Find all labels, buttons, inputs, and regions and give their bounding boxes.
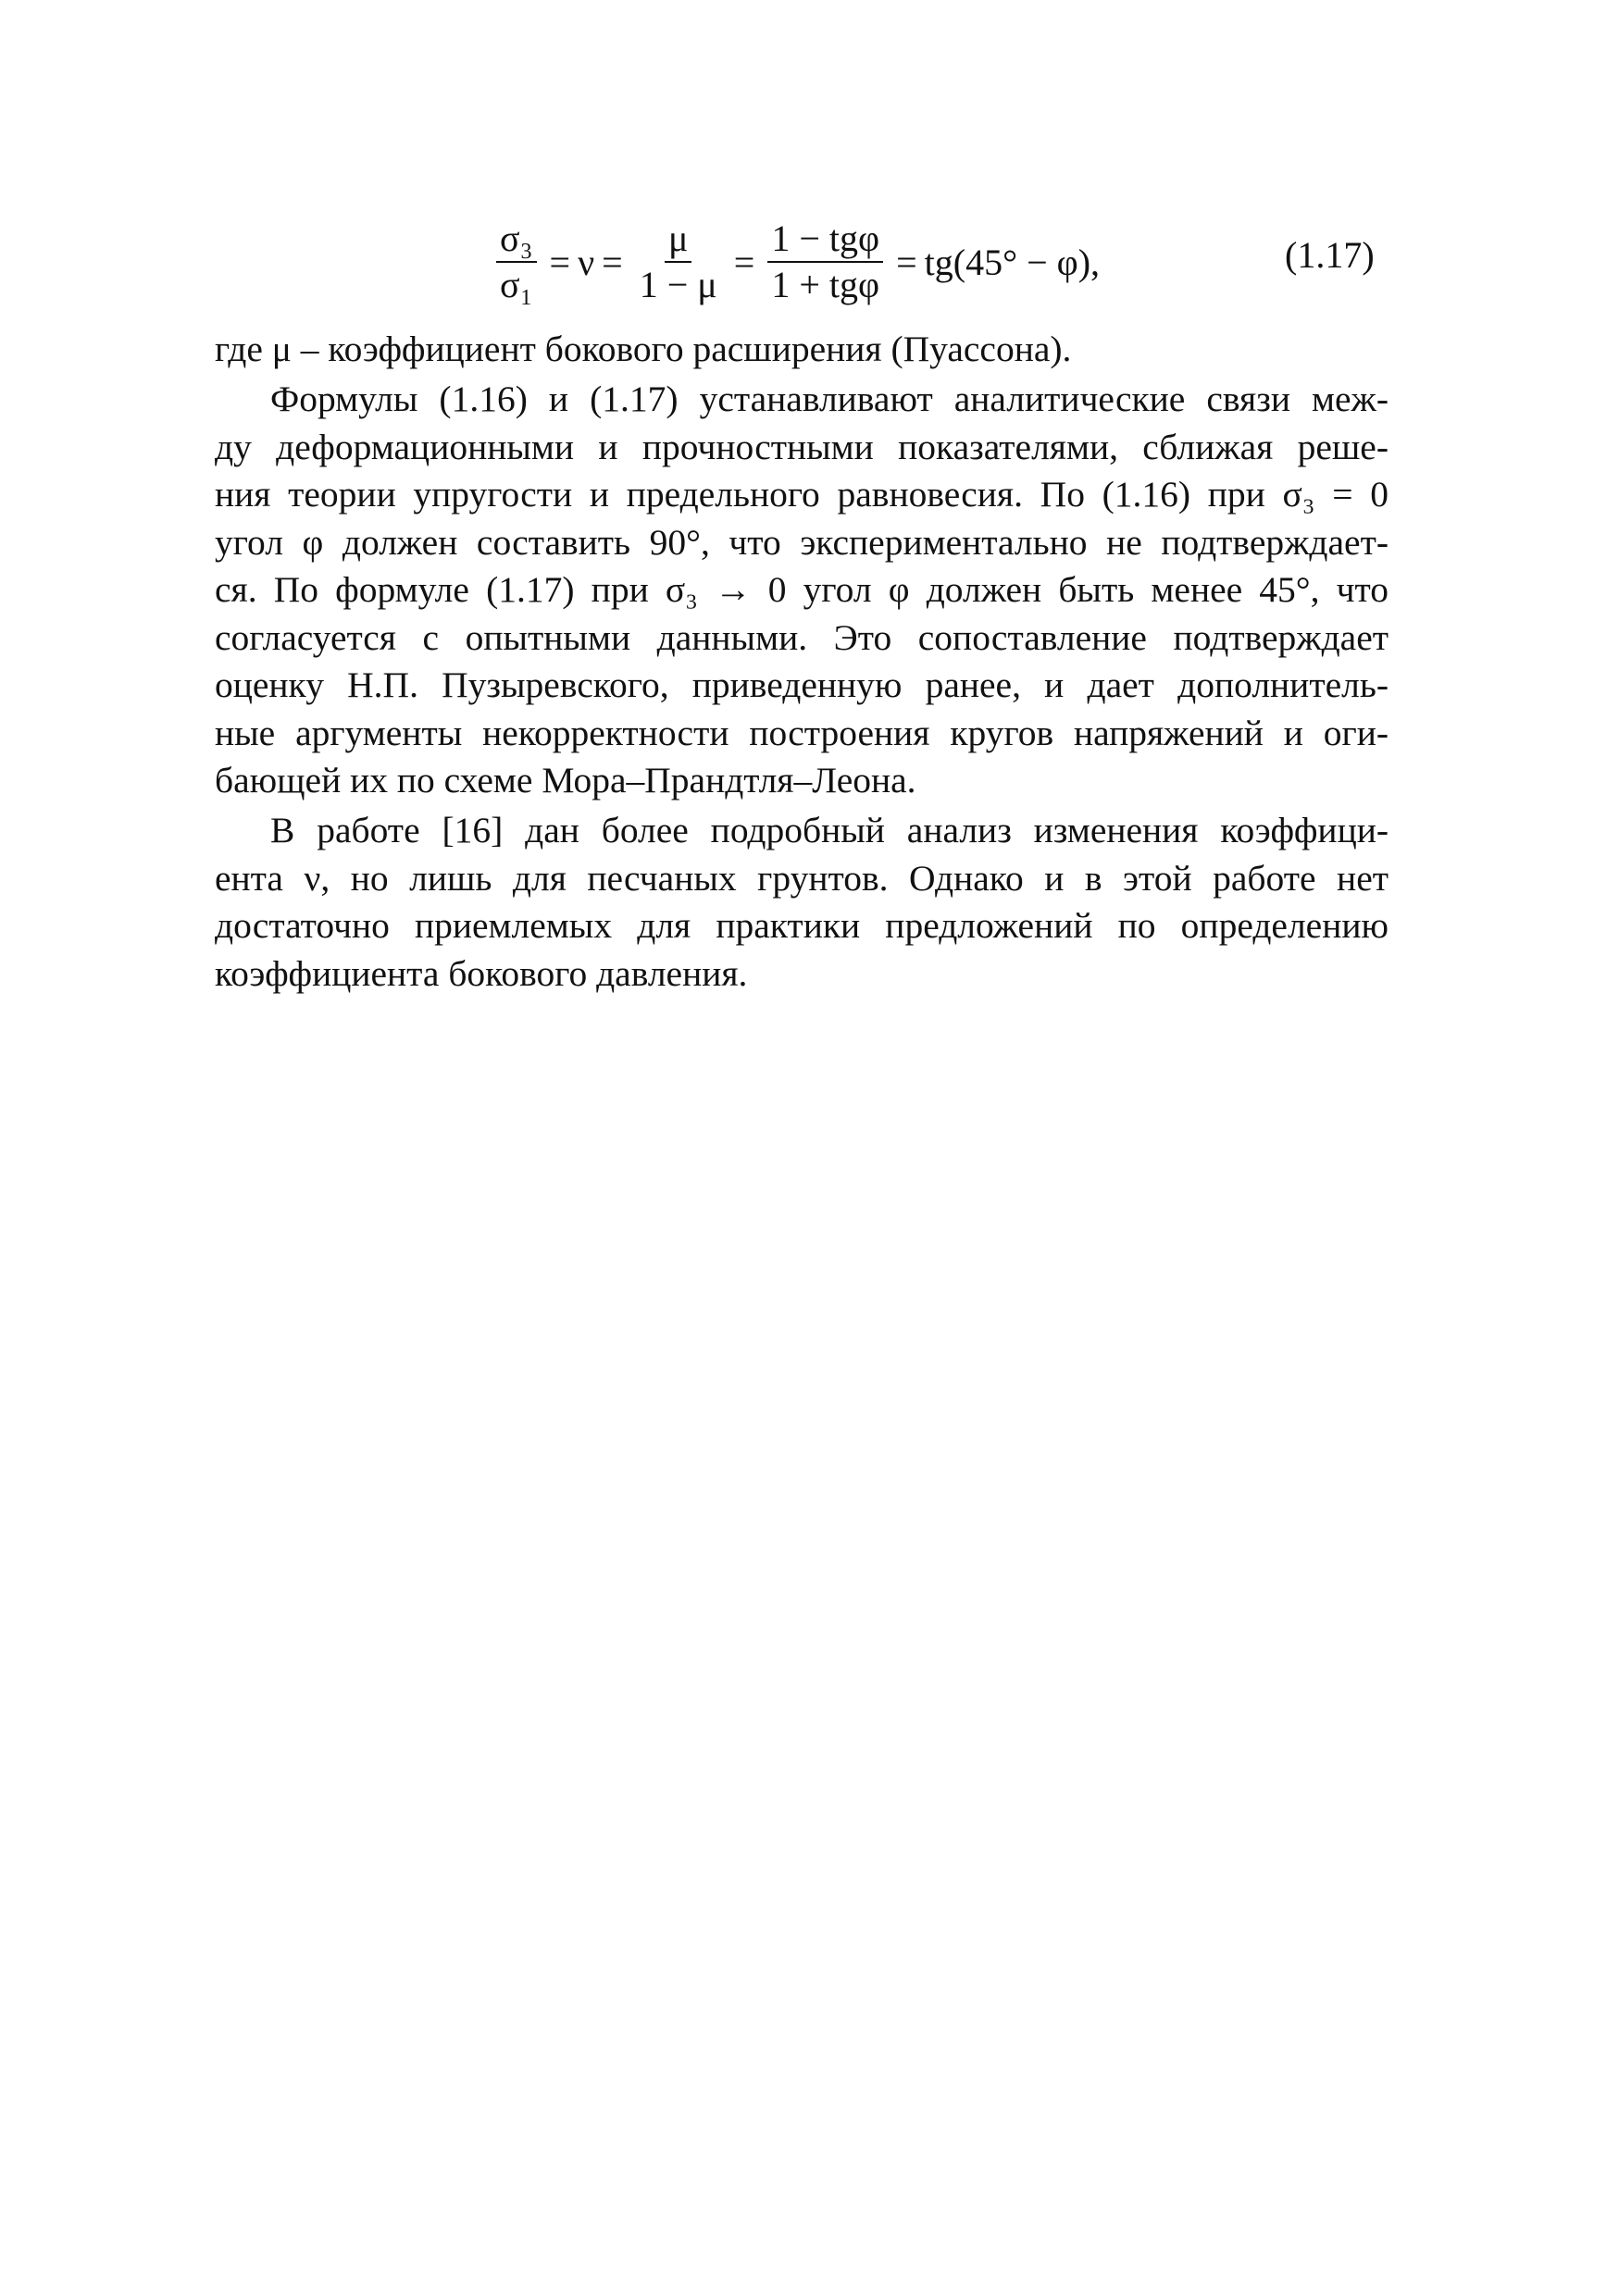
formula-rhs: tg(45° − φ), bbox=[924, 241, 1101, 283]
text-line: согласуется с опытными данными. Это сопоставление подтверждает bbox=[215, 616, 1389, 658]
text-line: достаточно приемлемых для практики предложений по определению bbox=[215, 905, 1389, 946]
paragraph-where bbox=[215, 326, 1389, 374]
fraction-numerator: σ₃ bbox=[496, 218, 537, 263]
fraction-denominator: 1 − μ bbox=[639, 264, 717, 305]
fraction-mu bbox=[636, 218, 721, 305]
fraction-numerator: μ bbox=[665, 218, 691, 263]
fraction-sigma-ratio bbox=[496, 218, 537, 305]
fraction-tg bbox=[767, 218, 883, 305]
text-line: ду деформационными и прочностными показателями, сближая реше- bbox=[215, 426, 1389, 467]
text-line: бающей их по схеме Мора–Прандтля–Леона. bbox=[215, 760, 916, 800]
nu-symbol: ν bbox=[578, 241, 595, 283]
fraction-numerator: 1 − tgφ bbox=[767, 218, 883, 263]
equals-sign: = bbox=[733, 241, 755, 283]
text-line: ные аргументы некорректности построения кругов напряжений и оги- bbox=[215, 712, 1389, 753]
text-line: Формулы (1.16) и (1.17) устанавливают аналитические связи меж- bbox=[270, 379, 1389, 419]
text-line: В работе [16] дан более подробный анализ изменения коэффици- bbox=[270, 810, 1389, 850]
paragraph-work-16 bbox=[215, 807, 1389, 998]
text-line: угол φ должен составить 90°, что экспериментально не подтверждает- bbox=[215, 521, 1389, 563]
fraction-denominator: 1 + tgφ bbox=[771, 264, 880, 305]
equals-sign: = bbox=[549, 241, 571, 283]
text-line: ся. По формуле (1.17) при σ₃ → 0 угол φ должен быть менее 45°, что bbox=[215, 569, 1389, 610]
text-line: ния теории упругости и предельного равновесия. По (1.16) при σ₃ = 0 bbox=[215, 474, 1389, 515]
text-line: коэффициента бокового давления. bbox=[215, 952, 748, 994]
equation-number: (1.17) bbox=[1285, 234, 1375, 276]
paragraph-formulas bbox=[215, 376, 1389, 805]
text-line: ента ν, но лишь для песчаных грунтов. Однако и в этой работе нет bbox=[215, 857, 1389, 899]
text-line: где μ – коэффициент бокового расширения (Пуассона). bbox=[215, 329, 1072, 369]
formula-1-17 bbox=[491, 211, 1100, 313]
fraction-denominator: σ₁ bbox=[500, 264, 533, 305]
equals-sign: = bbox=[602, 241, 623, 283]
text-line: оценку Н.П. Пузыревского, приведенную ранее, и дает дополнитель- bbox=[215, 664, 1389, 705]
equals-sign: = bbox=[896, 241, 917, 283]
